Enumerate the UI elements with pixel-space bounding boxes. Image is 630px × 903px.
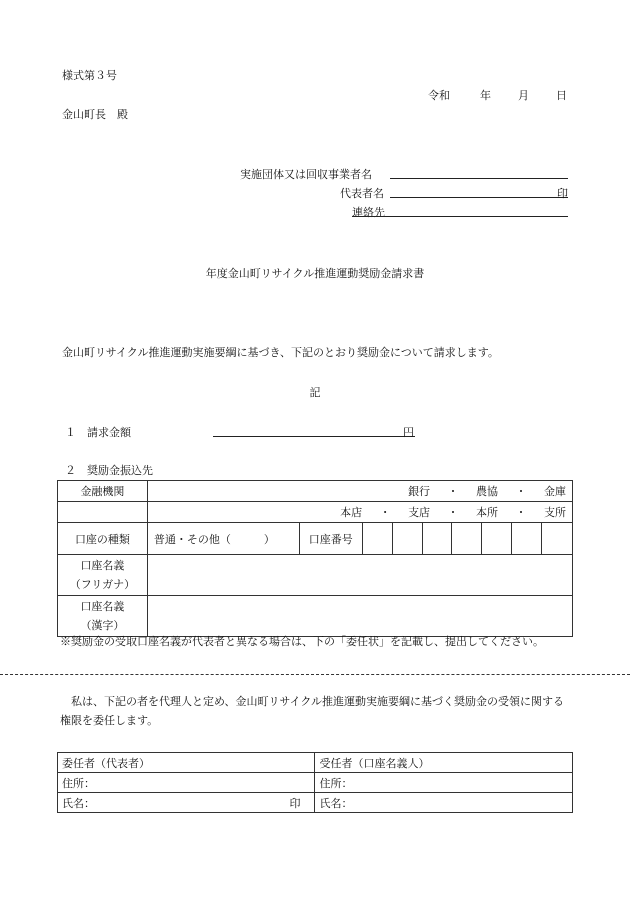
delegator-label: 委任者（代表者） (58, 753, 315, 773)
account-digit[interactable] (542, 523, 573, 555)
branch-type-sep: ・ (379, 506, 391, 519)
name-kanji-label-2: （漢字） (80, 619, 125, 632)
bank-type-credit: 金庫 (544, 485, 566, 498)
account-digit[interactable] (512, 523, 542, 555)
contact-line[interactable] (352, 216, 568, 217)
account-digit[interactable] (452, 523, 482, 555)
cut-line (0, 674, 630, 675)
bank-type-sep: ・ (447, 485, 459, 498)
name-kana-label (58, 555, 148, 596)
ki-label: 記 (309, 386, 321, 399)
name-kana-field[interactable] (147, 555, 572, 596)
delegation-table (57, 752, 573, 813)
delegation-note: ※奨励金の受取口座名義が代表者と異なる場合は、下の「委任状」を記載し、提出してください。 (60, 635, 544, 648)
name-kanji-label (58, 596, 148, 637)
contact-label: 連絡先 (352, 206, 385, 219)
bank-type-coop: 農協 (476, 485, 499, 498)
name-kana-label-1: 口座名義 (80, 559, 125, 572)
bank-type-cell[interactable] (147, 481, 572, 502)
addressee: 金山町長 殿 (62, 108, 128, 121)
form-number: 様式第３号 (62, 69, 117, 82)
delegatee-address[interactable]: 住所： (315, 773, 573, 793)
bank-table (57, 480, 573, 637)
date-month: 月 (518, 89, 529, 102)
rep-label: 代表者名 (340, 187, 384, 200)
branch-type-cell[interactable] (147, 502, 572, 523)
name-kanji-label-1: 口座名義 (80, 600, 125, 613)
delegator-name-label: 氏名： (62, 796, 95, 810)
claim-amount-line[interactable] (213, 436, 415, 437)
delegatee-label: 受任者（口座名義人） (315, 753, 573, 773)
date-year: 年 (480, 89, 491, 102)
claim-amount-label: １ 請求金額 (65, 426, 131, 439)
account-digit[interactable] (482, 523, 512, 555)
branch-type-head: 本店 (340, 506, 363, 519)
org-label: 実施団体又は回収事業者名 (240, 168, 372, 181)
delegation-text: 私は、下記の者を代理人と定め、金山町リサイクル推進運動実施要綱に基づく奨励金の受領に関する権限を委任します。 (60, 695, 565, 727)
branch-type-sep: ・ (447, 506, 459, 519)
seal-mark: 印 (557, 187, 568, 200)
date-era: 令和 (428, 89, 450, 102)
rep-line[interactable] (390, 197, 568, 198)
institution-label-cont (58, 502, 148, 523)
account-type-label: 口座の種類 (58, 523, 148, 555)
branch-type-sep: ・ (515, 506, 527, 519)
institution-label: 金融機関 (58, 481, 148, 502)
branch-type-branch: 支店 (408, 506, 431, 519)
document-title: 年度金山町リサイクル推進運動奨励金請求書 (205, 267, 425, 280)
body-text: 金山町リサイクル推進運動実施要綱に基づき、下記のとおり奨励金について請求します。 (62, 346, 499, 359)
name-kanji-field[interactable] (147, 596, 572, 637)
yen-unit: 円 (403, 426, 414, 439)
name-kana-label-2: （フリガナ） (69, 578, 136, 591)
account-digit[interactable] (362, 523, 392, 555)
bank-type-bank: 銀行 (408, 485, 431, 498)
account-digit[interactable] (392, 523, 422, 555)
account-type-value[interactable]: 普通・その他（ ） (147, 523, 299, 555)
org-line[interactable] (390, 178, 568, 179)
branch-type-sub: 支所 (544, 506, 566, 519)
delegator-address[interactable]: 住所： (58, 773, 315, 793)
delegatee-name[interactable]: 氏名： (315, 793, 573, 813)
account-digit[interactable] (422, 523, 452, 555)
branch-type-main: 本所 (476, 506, 499, 519)
date-day: 日 (556, 89, 567, 102)
transfer-label: ２ 奨励金振込先 (65, 464, 153, 477)
delegator-seal: 印 (289, 796, 301, 810)
account-number-label: 口座番号 (299, 523, 362, 555)
bank-type-sep: ・ (515, 485, 527, 498)
delegator-name[interactable] (58, 793, 315, 813)
